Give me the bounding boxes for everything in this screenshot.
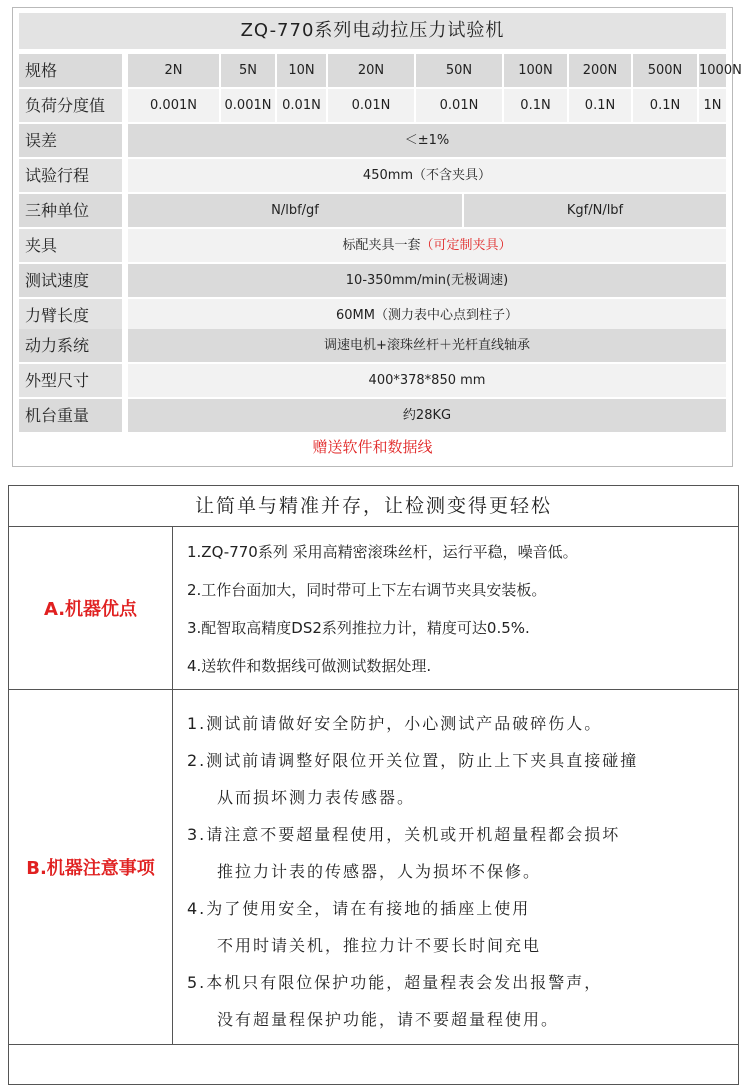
advantages-line: 1.ZQ-770系列 采用高精密滚珠丝杆，运行平稳，噪音低。 — [187, 543, 578, 561]
resolution-cell: 0.1N — [569, 89, 631, 122]
row-label: 力臂长度 — [19, 299, 122, 332]
cautions-line: 1.测试前请做好安全防护，小心测试产品破碎伤人。 — [187, 714, 603, 733]
row-value: 400*378*850 mm — [128, 364, 726, 397]
row-label: 动力系统 — [19, 329, 122, 362]
capacity-cell: 500N — [633, 54, 697, 87]
capacity-cell: 50N — [416, 54, 502, 87]
capacity-row — [19, 54, 742, 87]
weight-row — [19, 399, 726, 432]
capacity-cell: 200N — [569, 54, 631, 87]
row-value: ＜±1% — [128, 124, 726, 157]
resolution-cell: 0.001N — [221, 89, 275, 122]
units-left: N/lbf/gf — [128, 194, 462, 227]
cautions-line: 5.本机只有限位保护功能，超量程表会发出报警声， — [187, 973, 603, 992]
row-label: 误差 — [19, 124, 122, 157]
units-right: Kgf/N/lbf — [464, 194, 726, 227]
spec-table — [12, 7, 742, 467]
cautions-line: 没有超量程保护功能，请不要超量程使用。 — [217, 1010, 560, 1029]
advantages-title: A.机器优点 — [9, 527, 173, 689]
capacity-cell: 1000N — [699, 54, 726, 87]
row-value: 450mm（不含夹具） — [128, 159, 726, 192]
capacity-cell: 20N — [328, 54, 414, 87]
resolution-cell: 0.1N — [504, 89, 567, 122]
resolution-row — [19, 89, 726, 122]
resolution-cell: 0.01N — [416, 89, 502, 122]
row-label: 测试速度 — [19, 264, 122, 297]
row-label: 夹具 — [19, 229, 122, 262]
advantages-line: 2.工作台面加大，同时带可上下左右调节夹具安装板。 — [187, 581, 547, 599]
resolution-cell: 0.1N — [633, 89, 697, 122]
cautions-line: 2.测试前请调整好限位开关位置，防止上下夹具直接碰撞 — [187, 751, 639, 770]
capacity-cell: 10N — [277, 54, 326, 87]
fixture-note: （可定制夹具） — [420, 238, 512, 253]
units-row — [19, 194, 726, 227]
capacity-cell: 5N — [221, 54, 275, 87]
advantages-line: 4.送软件和数据线可做测试数据处理. — [187, 657, 432, 675]
row-label: 机台重量 — [19, 399, 122, 432]
error-row — [19, 124, 726, 157]
cautions-line: 3.请注意不要超量程使用，关机或开机超量程都会损坏 — [187, 825, 621, 844]
advantages-section — [9, 527, 738, 690]
info-heading: 让简单与精准并存，让检测变得更轻松 — [9, 486, 738, 527]
info-table — [8, 485, 739, 1085]
arm-row — [19, 299, 726, 332]
row-value: 10-350mm/min(无极调速) — [128, 264, 726, 297]
gift-note: 赠送软件和数据线 — [312, 438, 433, 456]
row-value: 60MM（测力表中心点到柱子） — [128, 299, 726, 332]
fixture-row — [19, 229, 726, 262]
cautions-line: 4.为了使用安全，请在有接地的插座上使用 — [187, 899, 531, 918]
resolution-cell: 0.001N — [128, 89, 219, 122]
cautions-line: 推拉力计表的传感器，人为损坏不保修。 — [217, 862, 542, 881]
row-value: 调速电机+滚珠丝杆＋光杆直线轴承 — [128, 329, 726, 362]
resolution-cell: 0.01N — [328, 89, 414, 122]
cautions-line: 不用时请关机，推拉力计不要长时间充电 — [217, 936, 542, 955]
capacity-cell: 2N — [128, 54, 219, 87]
row-value: 约28KG — [128, 399, 726, 432]
resolution-label: 负荷分度值 — [19, 89, 122, 122]
cautions-section — [9, 690, 738, 1045]
row-label: 试验行程 — [19, 159, 122, 192]
cautions-line: 从而损坏测力表传感器。 — [217, 788, 416, 807]
resolution-cell: 0.01N — [277, 89, 326, 122]
size-row — [19, 364, 726, 397]
fixture-value: 标配夹具一套 — [342, 238, 421, 253]
power-row — [19, 329, 726, 362]
capacity-cell: 100N — [504, 54, 567, 87]
spec-title: ZQ-770系列电动拉压力试验机 — [19, 13, 726, 49]
cautions-title: B.机器注意事项 — [9, 690, 173, 1044]
row-label: 三种单位 — [19, 194, 122, 227]
row-value — [128, 229, 726, 262]
stroke-row — [19, 159, 726, 192]
speed-row — [19, 264, 726, 297]
advantages-line: 3.配智取高精度DS2系列推拉力计，精度可达0.5%. — [187, 619, 530, 637]
resolution-cell: 1N — [699, 89, 726, 122]
row-label: 外型尺寸 — [19, 364, 122, 397]
capacity-label: 规格 — [19, 54, 122, 87]
